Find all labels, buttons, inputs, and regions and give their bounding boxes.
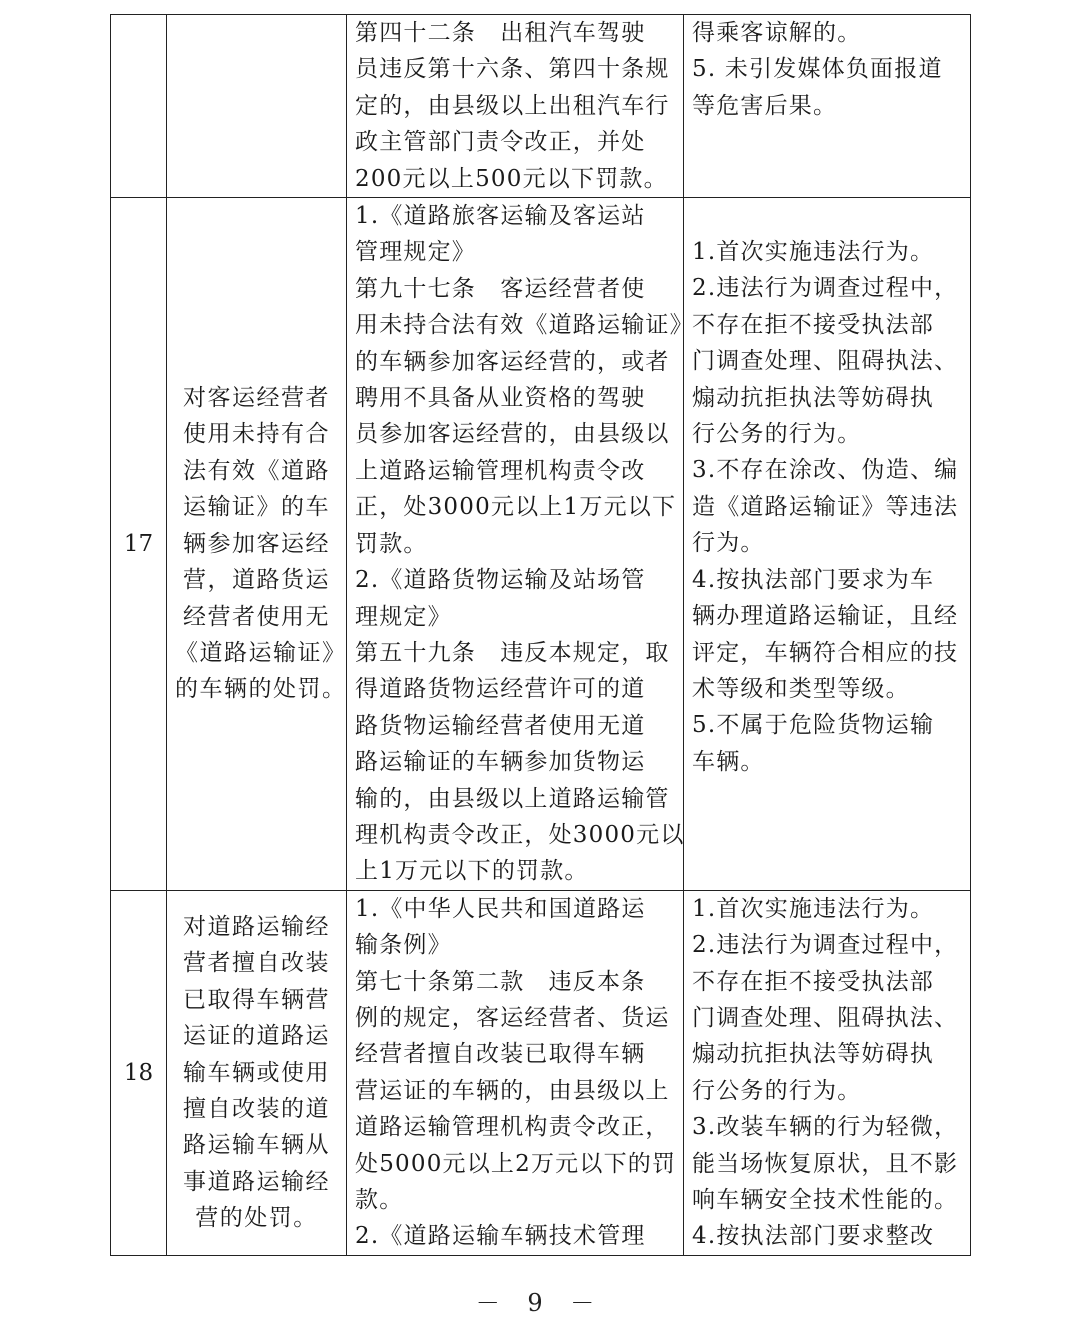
legal-basis-text — [347, 891, 683, 1255]
text-line: 行为。 — [692, 530, 765, 557]
table-row — [111, 15, 971, 198]
text-line: 已取得车辆营 — [183, 986, 330, 1013]
text-line: 路运输车辆从 — [183, 1132, 330, 1159]
text-line: 得道路货物运经营许可的道 — [355, 676, 646, 703]
text-line: 营者擅自改装 — [183, 950, 330, 977]
table-row — [111, 198, 971, 891]
text-line: 正，处3000元以上1万元以下 — [355, 494, 677, 521]
text-line: 响车辆安全技术性能的。 — [692, 1187, 959, 1213]
text-line: 输的，由县级以上道路运输管 — [355, 785, 670, 812]
text-line: 处5000元以上2万元以下的罚 — [355, 1150, 677, 1177]
text-line: 罚款。 — [355, 530, 428, 557]
text-line: 5. 未引发媒体负面报道 — [692, 56, 943, 83]
text-line: 能当场恢复原状，且不影 — [692, 1150, 959, 1177]
text-line: 行公务的行为。 — [692, 421, 862, 448]
text-line: 1.首次实施违法行为。 — [692, 239, 935, 266]
text-line: 第九十七条 客运经营者使 — [355, 275, 646, 302]
text-line: 4.按执法部门要求为车 — [692, 566, 935, 593]
text-line: 路货物运输经营者使用无道 — [355, 712, 646, 739]
text-line: 辆参加客运经 — [183, 530, 330, 557]
text-line: 经营者擅自改装已取得车辆 — [355, 1041, 646, 1068]
text-line: 车辆。 — [692, 748, 765, 775]
text-line: 1.首次实施违法行为。 — [692, 895, 935, 922]
page-number: － 9 － — [475, 1289, 605, 1317]
text-line: 营运证的车辆的，由县级以上 — [355, 1077, 670, 1104]
text-line: 的车辆的处罚。 — [175, 676, 347, 703]
text-line: 的车辆参加客运经营的，或者 — [355, 348, 670, 375]
mitigating-conditions-text — [684, 891, 970, 1255]
legal-basis-cell — [347, 15, 684, 198]
text-line: 2.违法行为调查过程中， — [692, 275, 959, 302]
text-line: 煽动抗拒执法等妨碍执 — [692, 384, 934, 411]
text-line: 2.《道路货物运输及站场管 — [355, 567, 646, 594]
violation-name-cell — [167, 890, 347, 1255]
row-number: 18 — [123, 1059, 154, 1086]
text-line: 款。 — [355, 1187, 404, 1213]
text-line: 理机构责令改正，处3000元以 — [355, 821, 685, 848]
text-line: 得乘客谅解的。 — [692, 20, 862, 46]
text-line: 上道路运输管理机构责令改 — [355, 457, 646, 484]
text-line: 营的处罚。 — [195, 1205, 318, 1232]
text-line: 输条例》 — [355, 932, 452, 959]
violation-name-text — [167, 380, 346, 708]
text-line: 道路运输管理机构责令改正， — [355, 1114, 670, 1141]
text-line: 2.违法行为调查过程中， — [692, 932, 959, 959]
text-line: 第四十二条 出租汽车驾驶 — [355, 20, 646, 46]
text-line: 术等级和类型等级。 — [692, 675, 910, 702]
mitigating-conditions-text — [684, 198, 970, 780]
text-line: 营，道路货运 — [183, 567, 330, 594]
text-line: 行公务的行为。 — [692, 1077, 862, 1104]
text-line: 经营者使用无 — [183, 603, 330, 630]
violation-name-cell — [167, 15, 347, 198]
row-number-cell — [111, 890, 167, 1255]
text-line: 对道路运输经 — [183, 913, 330, 940]
text-line: 聘用不具备从业资格的驾驶 — [355, 385, 646, 412]
text-line: 不存在拒不接受执法部 — [692, 311, 934, 338]
text-line: 第七十条第二款 违反本条 — [355, 968, 646, 995]
text-line: 《道路运输证》 — [175, 639, 347, 666]
text-line: 门调查处理、阻碍执法、 — [692, 348, 959, 375]
text-line: 擅自改装的道 — [183, 1095, 330, 1122]
text-line: 政主管部门责令改正，并处 — [355, 129, 646, 156]
text-line: 200元以上500元以下罚款。 — [355, 165, 668, 192]
text-line: 3.不存在涂改、伪造、编 — [692, 457, 959, 484]
row-number: 17 — [123, 530, 154, 557]
text-line: 上1万元以下的罚款。 — [355, 858, 589, 885]
text-line: 路运输证的车辆参加货物运 — [355, 749, 646, 776]
text-line: 5.不属于危险货物运输 — [692, 712, 935, 739]
mitigating-conditions-cell — [684, 15, 971, 198]
text-line: 定的，由县级以上出租汽车行 — [355, 92, 670, 119]
row-number-cell — [111, 198, 167, 891]
text-line: 例的规定，客运经营者、货运 — [355, 1004, 670, 1031]
legal-basis-cell — [347, 890, 684, 1255]
mitigating-conditions-cell — [684, 890, 971, 1255]
text-line: 法有效《道路 — [183, 457, 330, 484]
penalty-table — [110, 14, 971, 1256]
text-line: 1.《道路旅客运输及客运站 — [355, 203, 646, 230]
text-line: 煽动抗拒执法等妨碍执 — [692, 1041, 934, 1068]
legal-basis-text — [347, 198, 694, 890]
text-line: 运证的道路运 — [183, 1023, 330, 1050]
text-line: 1.《中华人民共和国道路运 — [355, 895, 646, 922]
violation-name-cell — [167, 198, 347, 891]
text-line: 门调查处理、阻碍执法、 — [692, 1004, 959, 1031]
text-line: 输车辆或使用 — [183, 1059, 330, 1086]
mitigating-conditions-cell — [684, 198, 971, 891]
text-line: 事道路运输经 — [183, 1168, 330, 1195]
text-line: 第五十九条 违反本规定，取 — [355, 639, 670, 666]
text-line: 管理规定》 — [355, 239, 476, 266]
text-line: 等危害后果。 — [692, 92, 838, 119]
text-line: 用未持合法有效《道路运输证》 — [355, 312, 694, 339]
text-line: 辆办理道路运输证，且经 — [692, 603, 959, 630]
row-number-cell — [111, 15, 167, 198]
violation-name-text — [167, 909, 346, 1237]
legal-basis-cell — [347, 198, 694, 891]
text-line: 对客运经营者 — [183, 385, 330, 412]
text-line: 2.《道路运输车辆技术管理 — [355, 1223, 646, 1250]
text-line: 造《道路运输证》等违法 — [692, 493, 959, 520]
text-line: 员参加客运经营的，由县级以 — [355, 421, 670, 448]
text-line: 运输证》的车 — [183, 494, 330, 521]
text-line: 4.按执法部门要求整改 — [692, 1223, 935, 1250]
text-line: 不存在拒不接受执法部 — [692, 968, 934, 995]
text-line: 3.改装车辆的行为轻微， — [692, 1114, 959, 1141]
legal-basis-text — [347, 15, 683, 197]
table-row — [111, 890, 971, 1255]
text-line: 使用未持有合 — [183, 421, 330, 448]
text-line: 员违反第十六条、第四十条规 — [355, 56, 670, 83]
text-line: 评定，车辆符合相应的技 — [692, 639, 959, 666]
mitigating-conditions-text — [684, 15, 970, 124]
text-line: 理规定》 — [355, 603, 452, 630]
